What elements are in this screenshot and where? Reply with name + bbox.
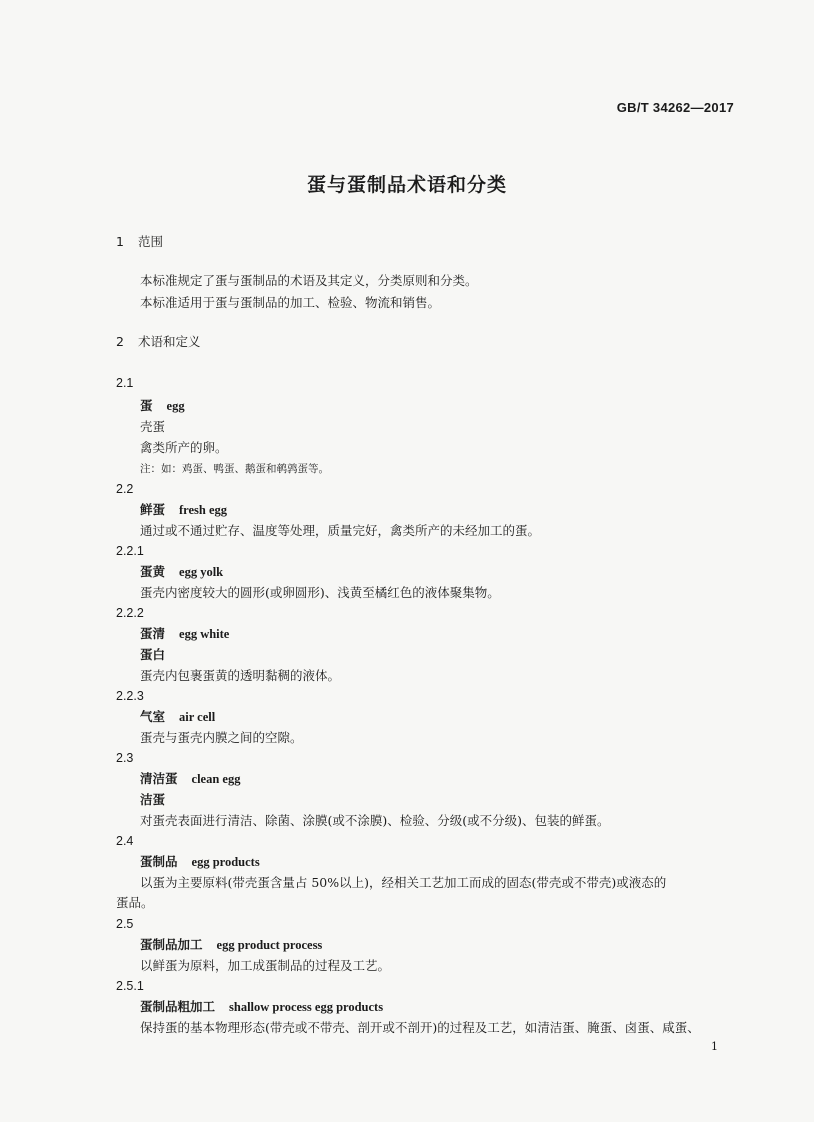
- section-terms-heading: [116, 334, 201, 350]
- entry-number: 2.3: [116, 751, 134, 765]
- term-english: fresh egg: [179, 503, 228, 517]
- term-chinese: 清洁蛋: [140, 771, 178, 786]
- document-title: 蛋与蛋制品术语和分类: [306, 174, 507, 196]
- term-english: egg yolk: [179, 565, 224, 579]
- entry-number: 2.2.2: [116, 606, 144, 620]
- term-heading: [140, 854, 260, 870]
- term-definition: 蛋壳内密度较大的圆形(或卵圆形)、浅黄至橘红色的液体聚集物。: [140, 585, 500, 600]
- term-chinese: 蛋制品加工: [140, 937, 203, 952]
- term-english: egg white: [179, 627, 230, 641]
- standard-code: GB/T 34262—2017: [616, 100, 734, 115]
- term-chinese: 蛋制品粗加工: [140, 999, 216, 1014]
- term-heading: [140, 626, 229, 642]
- term-definition: 通过或不通过贮存、温度等处理，质量完好，禽类所产的未经加工的蛋。: [140, 523, 541, 538]
- entry-number: 2.4: [116, 834, 134, 848]
- entry-number: 2.2: [116, 482, 134, 496]
- term-synonym: 壳蛋: [140, 419, 166, 434]
- term-definition-continued: 蛋品。: [116, 895, 154, 910]
- entry-number: 2.5.1: [116, 979, 144, 993]
- scope-paragraph: 本标准适用于蛋与蛋制品的加工、检验、物流和销售。: [140, 295, 441, 310]
- section-scope-heading: [116, 234, 163, 250]
- term-english: egg: [166, 399, 185, 413]
- term-heading: [140, 771, 240, 787]
- section-title: 术语和定义: [138, 334, 201, 349]
- entry-number: 2.2.3: [116, 689, 144, 703]
- term-synonym: 蛋白: [140, 647, 166, 662]
- term-chinese: 蛋黄: [140, 564, 166, 579]
- section-number: 1: [116, 234, 124, 249]
- section-title: 范围: [138, 234, 164, 249]
- term-chinese: 气室: [140, 709, 166, 724]
- term-definition: 蛋壳与蛋壳内膜之间的空隙。: [140, 730, 303, 745]
- entry-number: 2.2.1: [116, 544, 144, 558]
- term-chinese: 蛋: [140, 398, 153, 413]
- entry-number: 2.1: [116, 376, 134, 390]
- term-chinese: 鲜蛋: [140, 502, 166, 517]
- entry-number: 2.5: [116, 917, 134, 931]
- term-chinese: 蛋制品: [140, 854, 178, 869]
- term-definition: 对蛋壳表面进行清洁、除菌、涂膜(或不涂膜)、检验、分级(或不分级)、包装的鲜蛋。: [140, 813, 610, 828]
- term-chinese: 蛋清: [140, 626, 166, 641]
- term-definition: 以蛋为主要原料(带壳蛋含量占 50%以上)，经相关工艺加工而成的固态(带壳或不带壳)或液态的: [140, 875, 667, 890]
- term-heading: [140, 999, 383, 1015]
- term-english: egg product process: [216, 938, 323, 952]
- term-heading: [140, 564, 223, 580]
- term-definition: 以鲜蛋为原料，加工成蛋制品的过程及工艺。: [140, 958, 391, 973]
- page-number: 1: [711, 1040, 718, 1053]
- term-heading: [140, 709, 215, 725]
- term-definition: 禽类所产的卵。: [140, 440, 228, 455]
- term-heading: [140, 937, 322, 953]
- term-heading: [140, 398, 185, 414]
- scope-paragraph: 本标准规定了蛋与蛋制品的术语及其定义，分类原则和分类。: [140, 273, 478, 288]
- term-definition: 保持蛋的基本物理形态(带壳或不带壳、剖开或不剖开)的过程及工艺，如清洁蛋、腌蛋、卤蛋、咸蛋、: [140, 1020, 700, 1035]
- term-english: air cell: [179, 710, 216, 724]
- term-english: egg products: [191, 855, 260, 869]
- term-definition: 蛋壳内包裹蛋黄的透明黏稠的液体。: [140, 668, 341, 683]
- term-synonym: 洁蛋: [140, 792, 166, 807]
- section-number: 2: [116, 334, 124, 349]
- term-heading: [140, 502, 227, 518]
- term-english: clean egg: [191, 772, 241, 786]
- term-note: 注：如：鸡蛋、鸭蛋、鹅蛋和鹌鹑蛋等。: [140, 463, 329, 475]
- term-english: shallow process egg products: [229, 1000, 384, 1014]
